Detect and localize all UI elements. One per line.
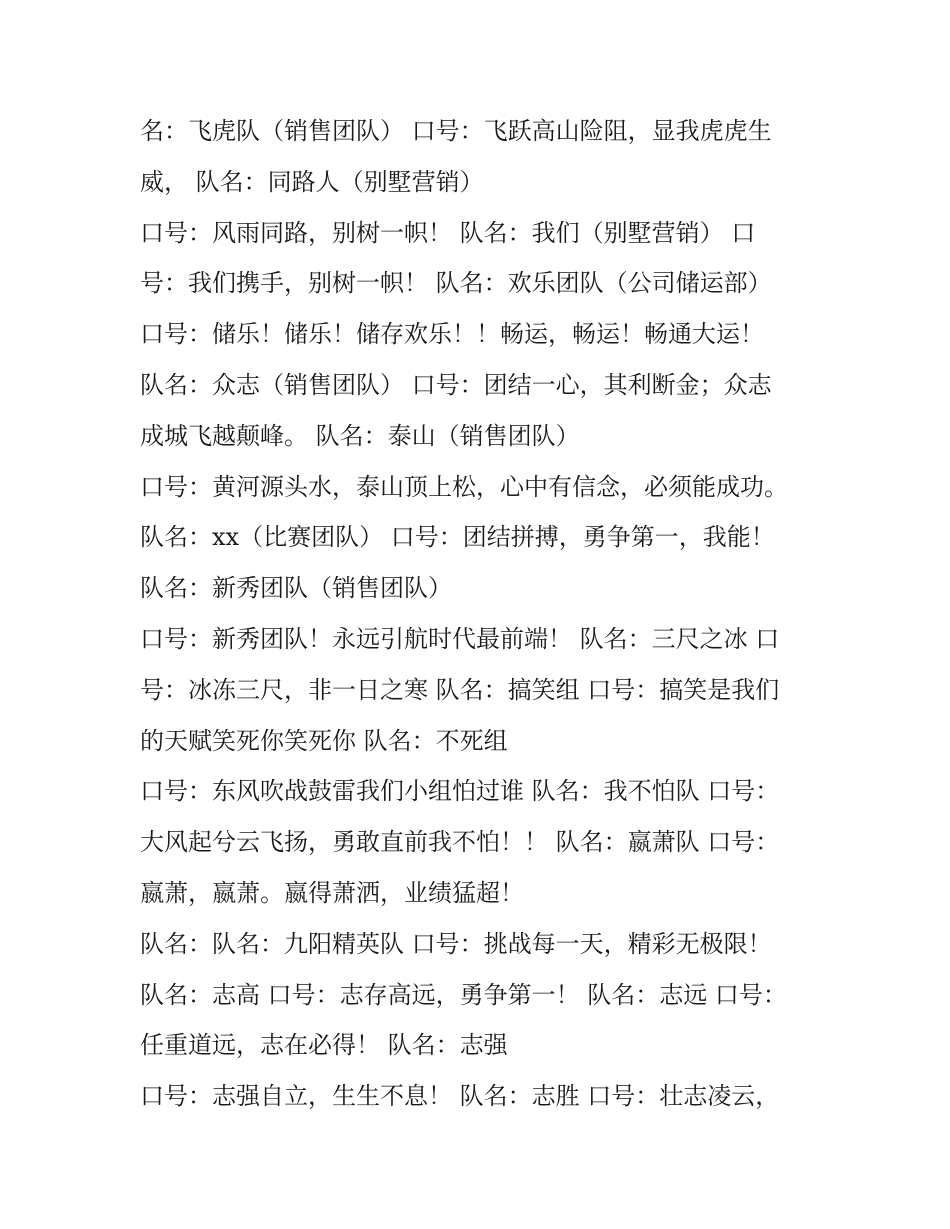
text-line: 队名：众志（销售团队） 口号：团结一心，其利断金；众志 [140, 370, 772, 399]
text-line: 口号：黄河源头水，泰山顶上松，心中有信念，必须能成功。 [140, 472, 788, 501]
text-line: 队名：志高 口号：志存高远，勇争第一！ 队名：志远 口号： [140, 980, 787, 1009]
text-line: 成城飞越颠峰。 队名：泰山（销售团队） [140, 421, 580, 450]
text-line: 队名：新秀团队（销售团队） [140, 574, 452, 603]
text-line: 号：我们携手，别树一帜！ 队名：欢乐团队（公司储运部） [140, 269, 772, 298]
text-line: 名：飞虎队（销售团队） 口号：飞跃高山险阻，显我虎虎生 [140, 117, 772, 145]
text-line: 的天赋笑死你笑死你 队名：不死组 [140, 726, 508, 755]
text-line: 威， 队名：同路人（别墅营销） [140, 167, 484, 196]
text-line: 口号：储乐！储乐！储存欢乐！！畅运，畅运！畅通大运！ [140, 320, 764, 349]
text-line: 嬴萧，嬴萧。嬴得萧洒，业绩猛超！ [140, 878, 524, 907]
text-line: 队名：xx（比赛团队） 口号：团结拼搏，勇争第一，我能！ [140, 523, 775, 552]
text-line: 大风起兮云飞扬，勇敢直前我不怕！！ 队名：嬴萧队 口号： [140, 828, 780, 857]
text-line: 口号：东风吹战鼓雷我们小组怕过谁 队名：我不怕队 口号： [140, 777, 780, 806]
text-line: 任重道远，志在必得！ 队名：志强 [140, 1031, 508, 1060]
body-text [140, 106, 820, 1122]
text-line: 口号：新秀团队！永远引航时代最前端！ 队名：三尺之冰 口 [140, 624, 780, 653]
text-line: 口号：志强自立，生生不息！ 队名：志胜 口号：壮志凌云， [140, 1082, 780, 1111]
text-line: 号：冰冻三尺，非一日之寒 队名：搞笑组 口号：搞笑是我们 [140, 675, 780, 704]
text-line: 队名：队名：九阳精英队 口号：挑战每一天，精彩无极限！ [140, 929, 772, 958]
text-line: 口号：风雨同路，别树一帜！ 队名：我们（别墅营销） 口 [140, 218, 756, 247]
